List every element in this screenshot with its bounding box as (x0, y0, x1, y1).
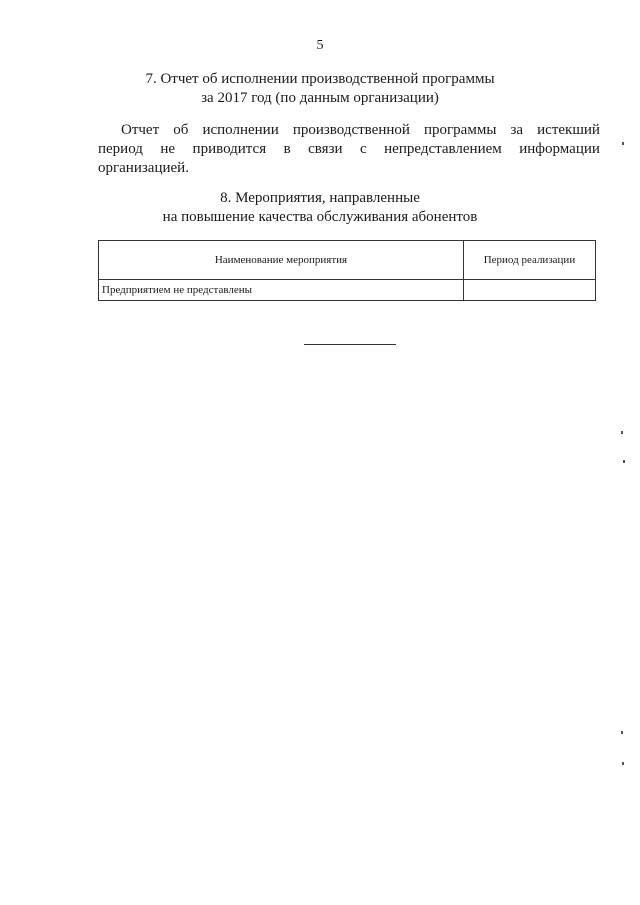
scan-speck (621, 731, 623, 734)
scan-speck (622, 762, 624, 765)
word: истекший (537, 122, 600, 138)
section-7-title-line-2: за 2017 год (по данным организации) (201, 90, 439, 106)
word: с (360, 141, 367, 157)
section-7-title-line-1: 7. Отчет об исполнении производственной программы (145, 71, 495, 87)
table-row (99, 280, 596, 301)
section-7-paragraph (98, 121, 600, 178)
page-number: 5 (316, 38, 324, 53)
word: производственной (292, 122, 410, 138)
word: в (283, 141, 291, 157)
section-7-title (0, 70, 640, 108)
word: период (98, 141, 143, 157)
word: об (173, 122, 189, 138)
section-8-title-line-2: на повышение качества обслуживания абонентов (162, 209, 478, 225)
word: непредставлением (384, 141, 502, 157)
measures-table (98, 240, 596, 301)
column-header-measure: Наименование мероприятия (99, 241, 464, 280)
table-cell-period (463, 280, 595, 301)
word: за (510, 122, 524, 138)
scan-speck (623, 460, 625, 463)
paragraph-line-1 (98, 121, 600, 140)
word: не (160, 141, 176, 157)
scan-speck (622, 142, 624, 145)
table-cell-measure: Предприятием не представлены (99, 280, 464, 301)
word: организацией. (98, 160, 189, 176)
word: информации (519, 141, 600, 157)
word: приводится (192, 141, 267, 157)
paragraph-line-2 (98, 140, 600, 159)
section-8-title-line-1: 8. Мероприятия, направленные (220, 190, 420, 206)
table-header-row (99, 241, 596, 280)
scan-speck (621, 431, 623, 434)
word: программы (424, 122, 497, 138)
paragraph-line-3 (98, 159, 600, 178)
word: связи (308, 141, 343, 157)
column-header-period: Период реализации (463, 241, 595, 280)
end-of-document-rule (304, 344, 396, 345)
word: исполнении (202, 122, 279, 138)
word: Отчет (121, 122, 160, 138)
section-8-title (0, 189, 640, 227)
